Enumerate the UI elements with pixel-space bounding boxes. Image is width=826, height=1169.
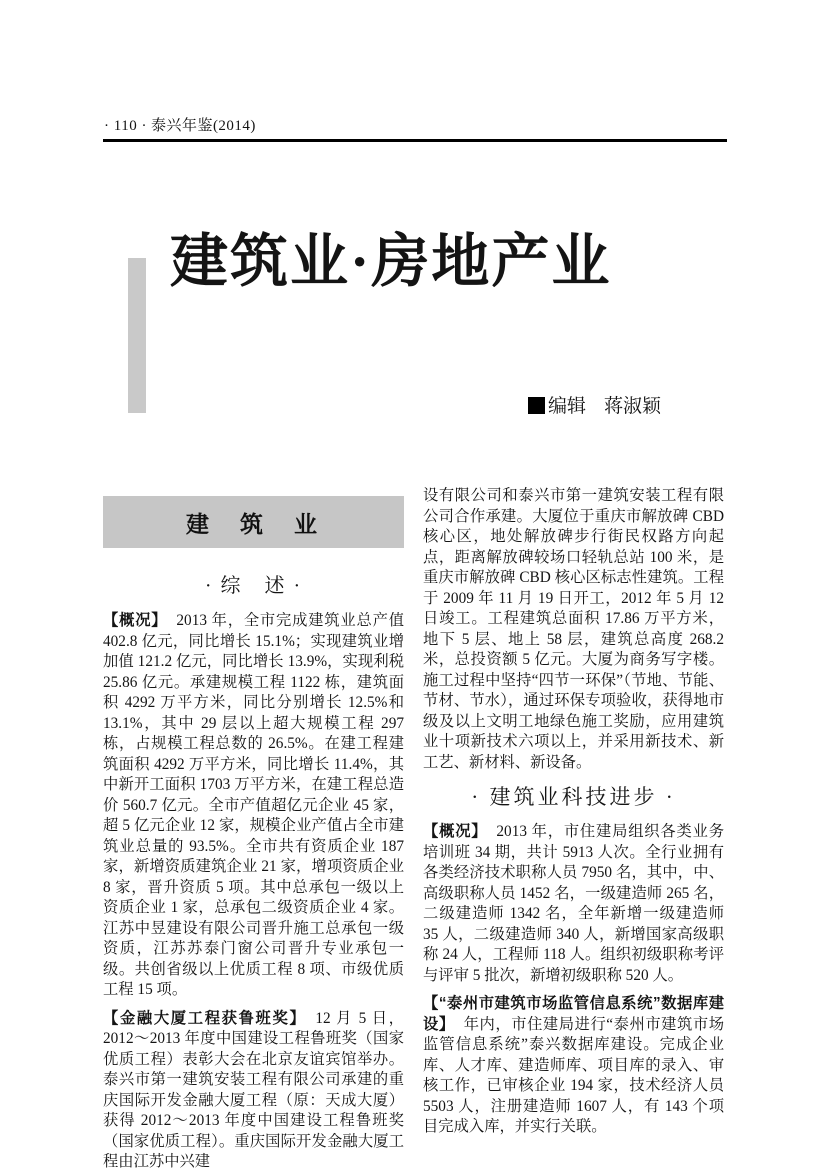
running-header — [104, 114, 256, 135]
entry-heading-tech-overview: 【概况】 — [423, 823, 488, 840]
paragraph-luban-continuation — [423, 486, 724, 773]
book-title: 泰兴年鉴(2014) — [150, 118, 256, 134]
page-number-label: · 110 · — [104, 118, 147, 134]
right-column — [423, 486, 724, 1138]
paragraph-database — [423, 994, 724, 1138]
editor-black-square-icon — [528, 397, 545, 414]
subsection-title-overview: · 综 述 · — [204, 575, 303, 597]
section-header-construction: 建 筑 业 — [103, 496, 404, 548]
chapter-title: 建筑业·房地产业 — [170, 229, 612, 294]
header-rule — [103, 139, 727, 142]
paragraph-tech-overview — [423, 822, 724, 986]
entry-heading-overview: 【概况】 — [103, 612, 168, 629]
subsection-title-tech-progress: · 建筑业科技进步 · — [471, 785, 676, 809]
left-column — [103, 496, 404, 1169]
editor-role-label: 编辑 — [548, 396, 587, 417]
entry-heading-luban-award: 【金融大厦工程获鲁班奖】 — [103, 1009, 307, 1027]
entry-text-luban-award: 12 月 5 日，2012～2013 年度中国建设工程鲁班奖（国家优质工程）表彰大会在北京友谊宾馆举办。泰兴市第一建筑安装工程有限公司承建的重庆国际开发金融大厦工程（原：天成大厦）获得 2012～2013 年度中国建设工程鲁班奖（国家优质工程）。重庆国际开发金融大厦工程由江苏中兴建 — [103, 1009, 404, 1169]
chapter-accent-bar — [128, 258, 146, 413]
entry-text-tech-overview: 2013 年，市住建局组织各类业务培训班 34 期，共计 5913 人次。全行业拥有各类经济技术职称人员 7950 名，其中，中、高级职称人员 1452 名，一级建造师 265 名，二级建造师 1342 名，全年新增一级建造师 35 人，二级建造师 340 人，新增国家高级职称 24 人，工程师 118 人。组织初级职称考评与评审 5 批次，新增初级职称 520 人。 — [423, 823, 724, 984]
editor-name: 蒋淑颖 — [604, 396, 662, 417]
entry-heading-database: 【“泰州市建筑市场监管信息系统”数据库建设】 — [423, 995, 724, 1033]
paragraph-overview — [103, 611, 404, 1001]
paragraph-luban-award — [103, 1009, 404, 1169]
entry-text-database: 年内，市住建局进行“泰州市建筑市场监管信息系统”泰兴数据库建设。完成企业库、人才库、建造师库、项目库的录入、审核工作，已审核企业 194 家，技术经济人员 5503 人，注册建造师 1607 人，有 143 个项目完成入库，并实行关联。 — [423, 1015, 724, 1135]
entry-text-overview: 2013 年，全市完成建筑业总产值 402.8 亿元，同比增长 15.1%；实现建筑业增加值 121.2 亿元，同比增长 13.9%，实现利税 25.86 亿元。承建规模工程 1122 栋，建筑面积 4292 万平方米，同比分别增长 12.5%和 13.1%，其中 29 层以上超大规模工程 297 栋，占规模工程总数的 26.5%。在建工程建筑面积 4292 万平方米，同比增长 11.4%，其中新开工面积 1703 万平方米，在建工程总造价 560.7 亿元。全市产值超亿元企业 45 家，超 5 亿元企业 12 家，规模企业产值占全市建筑业总量的 93.5%。全市共有资质企业 187 家，新增资质建筑企业 21 家，增项资质企业 8 家，晋升资质 5 项。其中总承包一级以上资质企业 1 家，总承包二级资质企业 4 家。江苏中昱建设有限公司晋升施工总承包一级资质，江苏苏泰门窗公司晋升专业承包一级。共创省级以上优质工程 8 项、市级优质工程 15 项。 — [103, 612, 404, 998]
entry-text-luban-continuation: 设有限公司和泰兴市第一建筑安装工程有限公司合作承建。大厦位于重庆市解放碑 CBD 核心区，地处解放碑步行街民权路方向起点，距离解放碑较场口轻轨总站 100 米，是重庆市解放碑 CBD 核心区标志性建筑。工程于 2009 年 11 月 19 日开工，2012 年 5 月 12 日竣工。工程建筑总面积 17.86 万平方米，地下 5 层、地上 58 层，建筑总高度 268.2 米，总投资额 5 亿元。大厦为商务写字楼。施工过程中坚持“四节一环保”（节地、节能、节材、节水），通过环保专项验收，获得地市级及以上文明工地绿色施工奖励，应用建筑业十项新技术六项以上，并采用新技术、新工艺、新材料、新设备。 — [423, 487, 724, 771]
editor-line — [528, 391, 661, 418]
